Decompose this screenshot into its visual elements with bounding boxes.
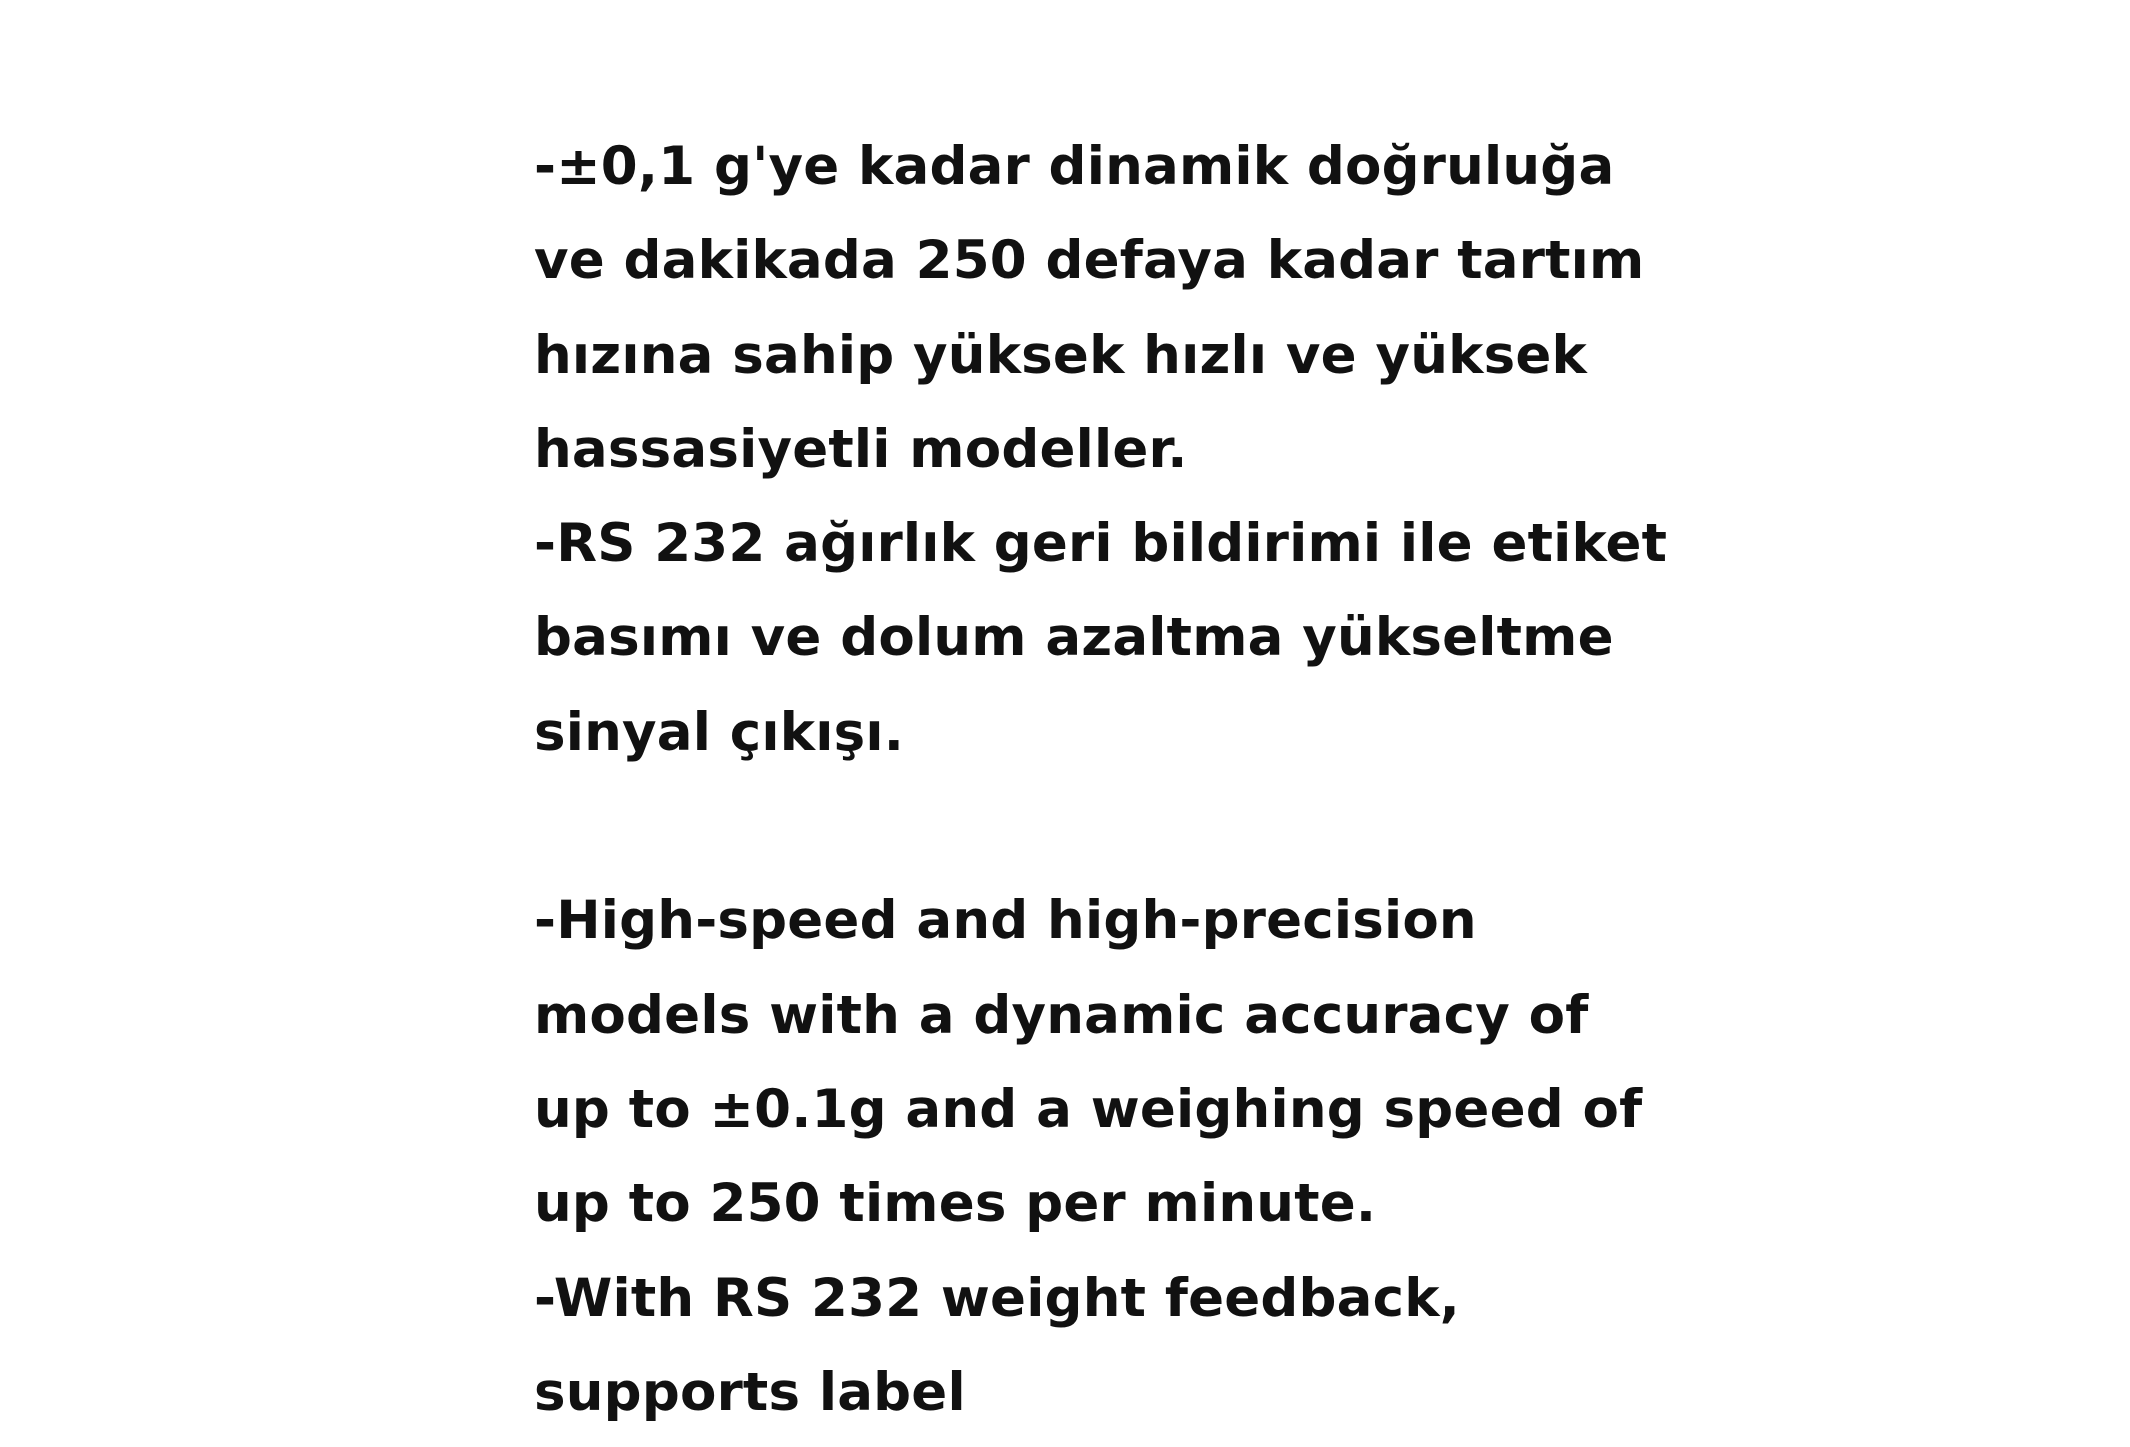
english-line-4: up to 250 times per minute.: [534, 1173, 1377, 1235]
turkish-line-5: -RS 232 ağırlık geri bildirimi ile etiket: [534, 513, 1668, 575]
turkish-line-7: sinyal çıkışı.: [534, 701, 905, 763]
english-line-6: supports label: [534, 1361, 966, 1423]
turkish-line-3: hızına sahip yüksek hızlı ve yüksek: [534, 324, 1587, 386]
english-line-1: -High-speed and high-precision: [534, 890, 1477, 952]
turkish-line-4: hassasiyetli modeller.: [534, 418, 1188, 480]
paragraph-gap: [534, 780, 1714, 874]
english-line-3: up to ±0.1g and a weighing speed of: [534, 1078, 1643, 1140]
turkish-line-2: ve dakikada 250 defaya kadar tartım: [534, 230, 1645, 292]
english-line-5: -With RS 232 weight feedback,: [534, 1267, 1461, 1329]
turkish-line-6: basımı ve dolum azaltma yükseltme: [534, 607, 1614, 669]
english-line-2: models with a dynamic accuracy of: [534, 984, 1589, 1046]
turkish-line-1: -±0,1 g'ye kadar dinamik doğruluğa: [534, 136, 1615, 197]
text-block: [534, 120, 1714, 1440]
